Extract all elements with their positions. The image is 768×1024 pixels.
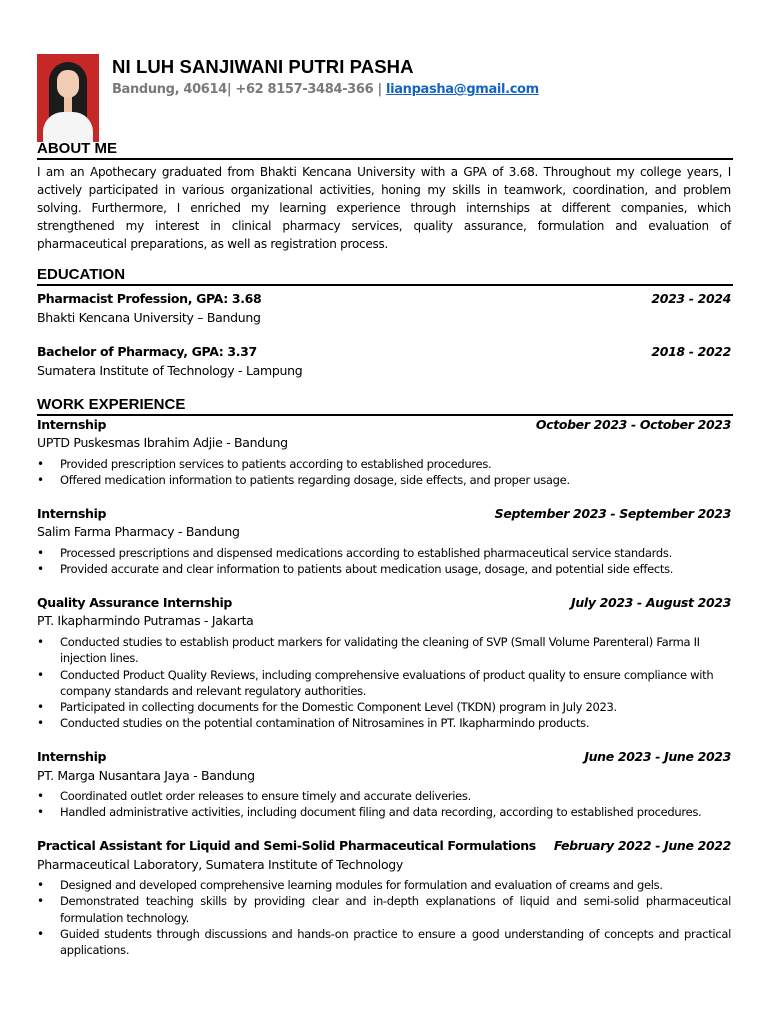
school: Bhakti Kencana University – Bandung bbox=[37, 310, 261, 325]
job-role: Practical Assistant for Liquid and Semi-Solid Pharmaceutical Formulations bbox=[37, 838, 536, 853]
about-text: I am an Apothecary graduated from Bhakti Kencana University with a GPA of 3.68. Throughout my college years, I actively participated in various organizational activities, honing my skills in teamwork, coordination, and problem solving. Furthermore, I enriched my learning experience through internships at different companies, which strengthened my interest in clinical pharmacy services, quality assurance, formulation and evaluation of pharmaceutical preparations, as well as registration process. bbox=[37, 165, 731, 251]
job-bullets bbox=[37, 788, 731, 821]
job-header bbox=[37, 595, 731, 610]
education-entry-header bbox=[37, 291, 731, 306]
location-phone: Bandung, 40614| +62 8157-3484-366 | bbox=[112, 82, 387, 97]
education-section-title: EDUCATION bbox=[37, 266, 733, 286]
education-entry-header bbox=[37, 344, 731, 359]
date-range: September 2023 - September 2023 bbox=[494, 506, 731, 521]
job-organization: Salim Farma Pharmacy - Bandung bbox=[37, 524, 240, 539]
profile-photo bbox=[37, 54, 99, 142]
list-item: • Conducted studies to establish product markers for validating the cleaning of SVP (Small Volume Parenteral) Farma II injection lines. bbox=[37, 634, 731, 667]
job-bullets bbox=[37, 634, 731, 732]
job-header bbox=[37, 506, 731, 521]
date-range: June 2023 - June 2023 bbox=[584, 749, 731, 764]
job-bullets bbox=[37, 545, 731, 578]
list-item: • Coordinated outlet order releases to ensure timely and accurate deliveries. bbox=[37, 788, 731, 804]
school: Sumatera Institute of Technology - Lampung bbox=[37, 363, 303, 378]
degree: Bachelor of Pharmacy, GPA: 3.37 bbox=[37, 344, 257, 359]
about-section-title: ABOUT ME bbox=[37, 140, 733, 160]
job-bullets bbox=[37, 877, 731, 958]
job-header bbox=[37, 417, 731, 432]
job-bullets bbox=[37, 456, 731, 489]
contact-line bbox=[112, 82, 539, 97]
job-role: Internship bbox=[37, 749, 107, 764]
date-range: February 2022 - June 2022 bbox=[553, 838, 731, 853]
job-header bbox=[37, 838, 731, 853]
list-item: • Conducted studies on the potential contamination of Nitrosamines in PT. Ikapharmindo products. bbox=[37, 715, 731, 731]
list-item: • Handled administrative activities, including document filing and data recording, according to established procedures. bbox=[37, 804, 731, 820]
job-role: Internship bbox=[37, 506, 107, 521]
list-item: • Provided prescription services to patients according to established procedures. bbox=[37, 456, 731, 472]
date-range: 2018 - 2022 bbox=[651, 344, 731, 359]
list-item: • Designed and developed comprehensive learning modules for formulation and evaluation of creams and gels. bbox=[37, 877, 731, 893]
date-range: October 2023 - October 2023 bbox=[535, 417, 731, 432]
list-item: • Processed prescriptions and dispensed medications according to established pharmaceutical service standards. bbox=[37, 545, 731, 561]
list-item: • Offered medication information to patients regarding dosage, side effects, and proper usage. bbox=[37, 472, 731, 488]
job-organization: Pharmaceutical Laboratory, Sumatera Institute of Technology bbox=[37, 857, 404, 872]
job-header bbox=[37, 749, 731, 764]
list-item: • Demonstrated teaching skills by providing clear and in-depth explanations of liquid and semi-solid pharmaceutical formulation technology. bbox=[37, 893, 731, 926]
work-section-title: WORK EXPERIENCE bbox=[37, 396, 733, 416]
date-range: July 2023 - August 2023 bbox=[571, 595, 731, 610]
candidate-name: NI LUH SANJIWANI PUTRI PASHA bbox=[112, 56, 414, 77]
date-range: 2023 - 2024 bbox=[651, 291, 731, 306]
list-item: • Guided students through discussions and hands-on practice to ensure a good understanding of concepts and practical applications. bbox=[37, 926, 731, 959]
job-role: Internship bbox=[37, 417, 107, 432]
degree: Pharmacist Profession, GPA: 3.68 bbox=[37, 291, 262, 306]
job-organization: PT. Ikapharmindo Putramas - Jakarta bbox=[37, 613, 254, 628]
job-organization: UPTD Puskesmas Ibrahim Adjie - Bandung bbox=[37, 435, 288, 450]
job-organization: PT. Marga Nusantara Jaya - Bandung bbox=[37, 768, 255, 783]
email-link[interactable]: lianpasha@gmail.com bbox=[386, 82, 539, 97]
list-item: • Conducted Product Quality Reviews, including comprehensive evaluations of product quality to ensure compliance with company standards and relevant regulatory authorities. bbox=[37, 667, 731, 700]
list-item: • Provided accurate and clear information to patients about medication usage, dosage, and potential side effects. bbox=[37, 561, 731, 577]
job-role: Quality Assurance Internship bbox=[37, 595, 233, 610]
list-item: • Participated in collecting documents for the Domestic Component Level (TKDN) program in July 2023. bbox=[37, 699, 731, 715]
